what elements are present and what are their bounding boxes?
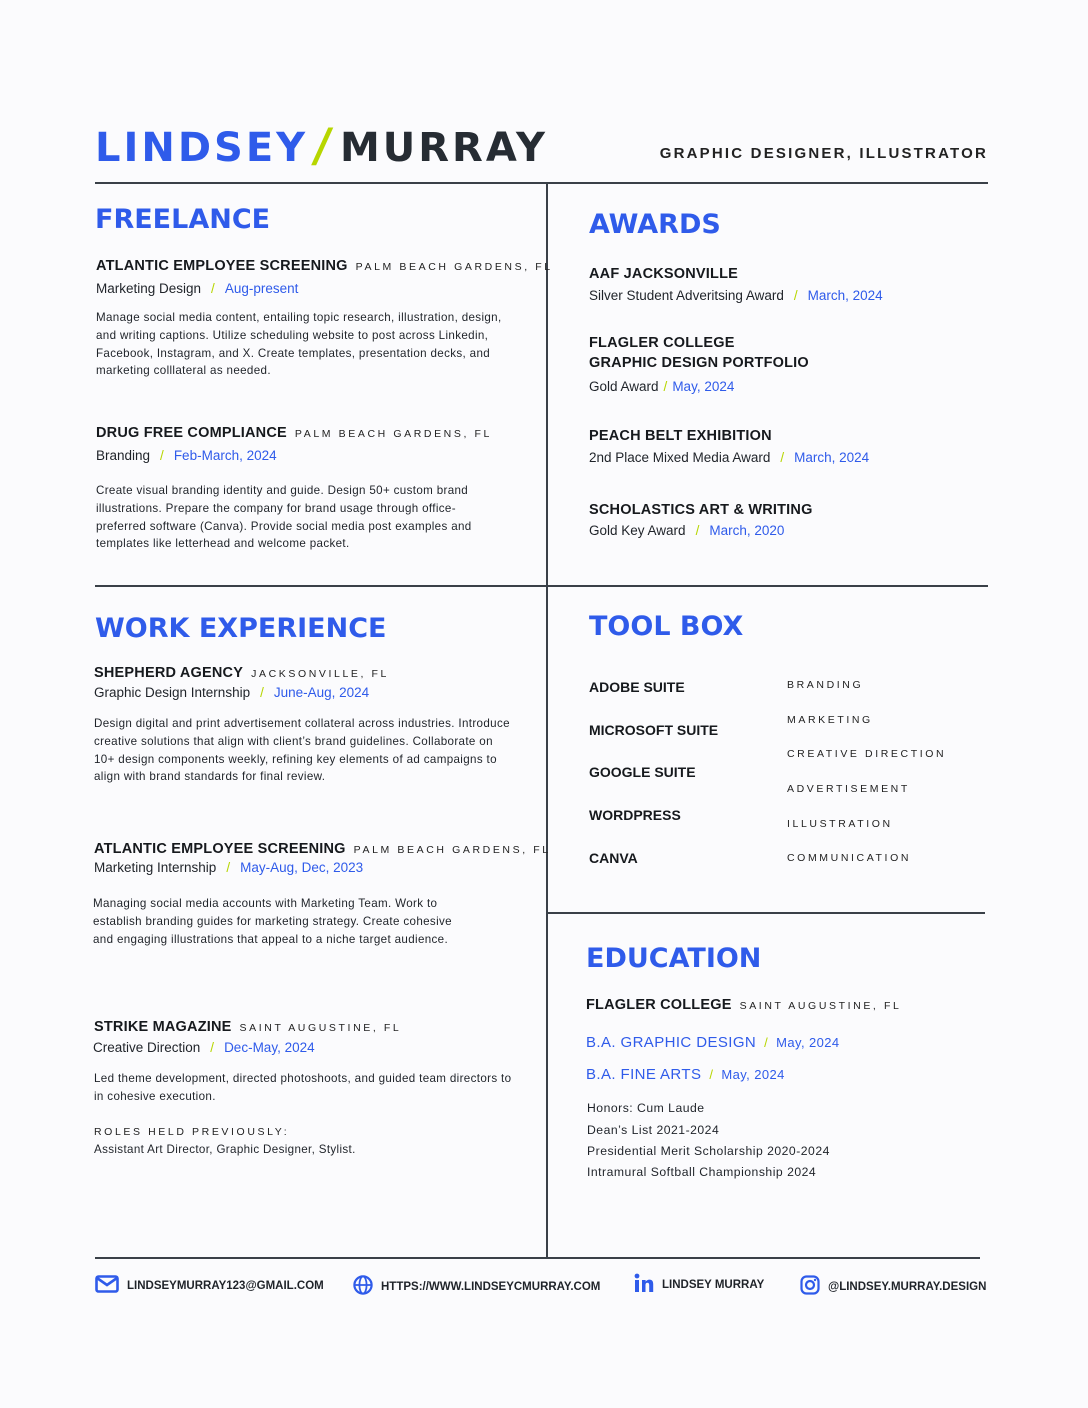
website-text[interactable]: HTTPS://WWW.LINDSEYCMURRAY.COM	[381, 1280, 601, 1293]
work-role-1	[94, 685, 369, 700]
education-school	[586, 997, 901, 1013]
degree-date: May, 2024	[721, 1067, 785, 1082]
footer-instagram[interactable]	[800, 1275, 986, 1298]
linkedin-icon	[634, 1273, 654, 1296]
footer-website[interactable]	[353, 1275, 600, 1298]
mid-divider	[95, 585, 988, 587]
role-date: Feb-March, 2024	[173, 448, 277, 463]
skill-item: ADVERTISEMENT	[787, 783, 910, 795]
org-name: ATLANTIC EMPLOYEE SCREENING	[96, 258, 348, 274]
work-desc-2: Managing social media accounts with Marketing Team. Work to establish branding guides for marketing strategy. Create cohesive and engaging illustrations that appeal to a niche target audience.	[93, 897, 452, 946]
honor-item: Dean’s List 2021-2024	[587, 1123, 720, 1137]
org-location: PALM BEACH GARDENS, FL	[294, 428, 492, 440]
roles-label: ROLES HELD PREVIOUSLY:	[94, 1126, 290, 1138]
tool-item: WORDPRESS	[589, 807, 681, 823]
org-name: STRIKE MAGAZINE	[94, 1019, 232, 1035]
role-date: May-Aug, Dec, 2023	[240, 860, 364, 875]
toolbox-title: TOOL BOX	[589, 611, 744, 642]
name-slash: /	[310, 118, 338, 172]
award-name: Silver Student Adveritsing Award	[589, 288, 784, 303]
award-separator: /	[780, 450, 785, 465]
footer-divider	[95, 1257, 980, 1259]
globe-icon	[353, 1275, 373, 1298]
degree-separator: /	[764, 1035, 769, 1050]
work-title: WORK EXPERIENCE	[95, 613, 387, 644]
awards-title: AWARDS	[589, 209, 721, 240]
last-name: MURRAY	[339, 125, 548, 171]
award-date: March, 2024	[794, 450, 870, 465]
first-name: LINDSEY	[95, 125, 309, 171]
freelance-role-1	[96, 281, 298, 296]
linkedin-text[interactable]: LINDSEY MURRAY	[662, 1278, 765, 1291]
work-desc-3: Led theme development, directed photoshoots, and guided team directors to in cohesive execution.	[94, 1072, 512, 1103]
award-org-1: AAF JACKSONVILLE	[589, 266, 739, 282]
award-date: May, 2024	[672, 379, 735, 394]
skill-item: COMMUNICATION	[787, 852, 912, 864]
role-separator: /	[226, 860, 231, 875]
role-separator: /	[160, 448, 164, 463]
freelance-title: FREELANCE	[95, 204, 271, 235]
work-org-1	[94, 665, 389, 681]
tool-item: MICROSOFT SUITE	[589, 722, 719, 738]
role-name: Creative Direction	[93, 1040, 201, 1055]
award-date: March, 2020	[709, 523, 785, 538]
column-divider	[546, 183, 548, 1258]
name-heading	[95, 118, 548, 172]
work-role-2	[94, 860, 363, 875]
org-name: DRUG FREE COMPLIANCE	[96, 425, 287, 441]
education-title: EDUCATION	[586, 943, 762, 974]
freelance-desc-2: Create visual branding identity and guide. Design 50+ custom brand illustrations. Prepare the company for brand usage through office- preferred software (Canva). Provide social media post examples and templates like letterhead and welcome packet.	[96, 484, 472, 551]
role-date: Dec-May, 2024	[224, 1040, 315, 1055]
award-detail-3	[589, 450, 869, 465]
award-name: Gold Award	[589, 379, 659, 394]
tool-item: GOOGLE SUITE	[589, 764, 696, 780]
role-separator: /	[211, 281, 215, 296]
award-separator: /	[793, 288, 798, 303]
org-location: JACKSONVILLE, FL	[251, 668, 389, 680]
freelance-org-1	[96, 258, 553, 274]
degree-name: B.A. FINE ARTS	[586, 1066, 702, 1083]
footer-email[interactable]	[95, 1275, 324, 1296]
award-org-3: PEACH BELT EXHIBITION	[589, 428, 772, 444]
instagram-icon	[800, 1275, 820, 1298]
degree-date: May, 2024	[776, 1035, 840, 1050]
toolbox-divider	[548, 912, 985, 914]
award-org-2b: GRAPHIC DESIGN PORTFOLIO	[589, 355, 809, 371]
role-date: Aug-present	[224, 281, 299, 296]
degree-separator: /	[709, 1067, 714, 1082]
org-location: PALM BEACH GARDENS, FL	[353, 844, 551, 856]
award-detail-4	[589, 523, 784, 538]
footer-linkedin[interactable]	[634, 1273, 764, 1296]
org-name: SHEPHERD AGENCY	[94, 665, 244, 681]
skill-item: BRANDING	[787, 679, 864, 691]
award-name: 2nd Place Mixed Media Award	[589, 450, 771, 465]
work-org-2	[94, 841, 551, 857]
org-name: ATLANTIC EMPLOYEE SCREENING	[94, 841, 346, 857]
org-location: PALM BEACH GARDENS, FL	[355, 261, 553, 273]
instagram-text[interactable]: @LINDSEY.MURRAY.DESIGN	[828, 1280, 987, 1293]
degree-name: B.A. GRAPHIC DESIGN	[586, 1034, 757, 1051]
honor-item: Presidential Merit Scholarship 2020-2024	[587, 1144, 830, 1158]
school-location: SAINT AUGUSTINE, FL	[739, 1000, 902, 1012]
work-desc-1: Design digital and print advertisement collateral across industries. Introduce creative solutions that align with client’s brand guidelines. Collaborate on 10+ design components weekly, refining key elements of ad campaigns to align with brand standards for final review.	[94, 717, 510, 784]
school-name: FLAGLER COLLEGE	[586, 997, 732, 1013]
work-role-3	[93, 1040, 315, 1055]
award-date: March, 2024	[807, 288, 883, 303]
award-separator: /	[663, 379, 668, 394]
role-name: Branding	[96, 448, 151, 463]
role-separator: /	[260, 685, 264, 700]
job-title: GRAPHIC DESIGNER, ILLUSTRATOR	[659, 145, 988, 162]
mail-icon	[95, 1275, 119, 1296]
award-org-4: SCHOLASTICS ART & WRITING	[589, 502, 813, 518]
role-date: June-Aug, 2024	[273, 685, 370, 700]
tool-item: ADOBE SUITE	[589, 679, 685, 695]
work-org-3	[94, 1019, 401, 1035]
award-name: Gold Key Award	[589, 523, 686, 538]
skill-item: MARKETING	[787, 714, 873, 726]
degree-1	[586, 1034, 840, 1051]
tool-item: CANVA	[589, 850, 638, 866]
freelance-org-2	[96, 425, 492, 441]
freelance-desc-1: Manage social media content, entailing topic research, illustration, design, and writing captions. Utilize scheduling website to post across Linkedin, Facebook, Instagram, and X. Create templates, presentation decks, and marketing colllateral as needed.	[96, 311, 502, 378]
header-divider	[95, 182, 988, 184]
freelance-role-2	[96, 448, 277, 463]
award-org-2: FLAGLER COLLEGE	[589, 335, 735, 351]
roles-value: Assistant Art Director, Graphic Designer, Stylist.	[94, 1143, 356, 1156]
role-separator: /	[210, 1040, 215, 1055]
role-name: Marketing Design	[96, 281, 202, 296]
email-text[interactable]: LINDSEYMURRAY123@GMAIL.COM	[127, 1279, 324, 1292]
award-detail-2	[589, 379, 734, 394]
org-location: SAINT AUGUSTINE, FL	[239, 1022, 402, 1034]
skill-item: CREATIVE DIRECTION	[787, 748, 947, 760]
role-name: Graphic Design Internship	[94, 685, 251, 700]
honor-item: Honors: Cum Laude	[587, 1101, 705, 1115]
award-separator: /	[695, 523, 700, 538]
skill-item: ILLUSTRATION	[787, 818, 893, 830]
honor-item: Intramural Softball Championship 2024	[587, 1165, 817, 1179]
role-name: Marketing Internship	[94, 860, 217, 875]
award-detail-1	[589, 288, 883, 303]
degree-2	[586, 1066, 785, 1083]
